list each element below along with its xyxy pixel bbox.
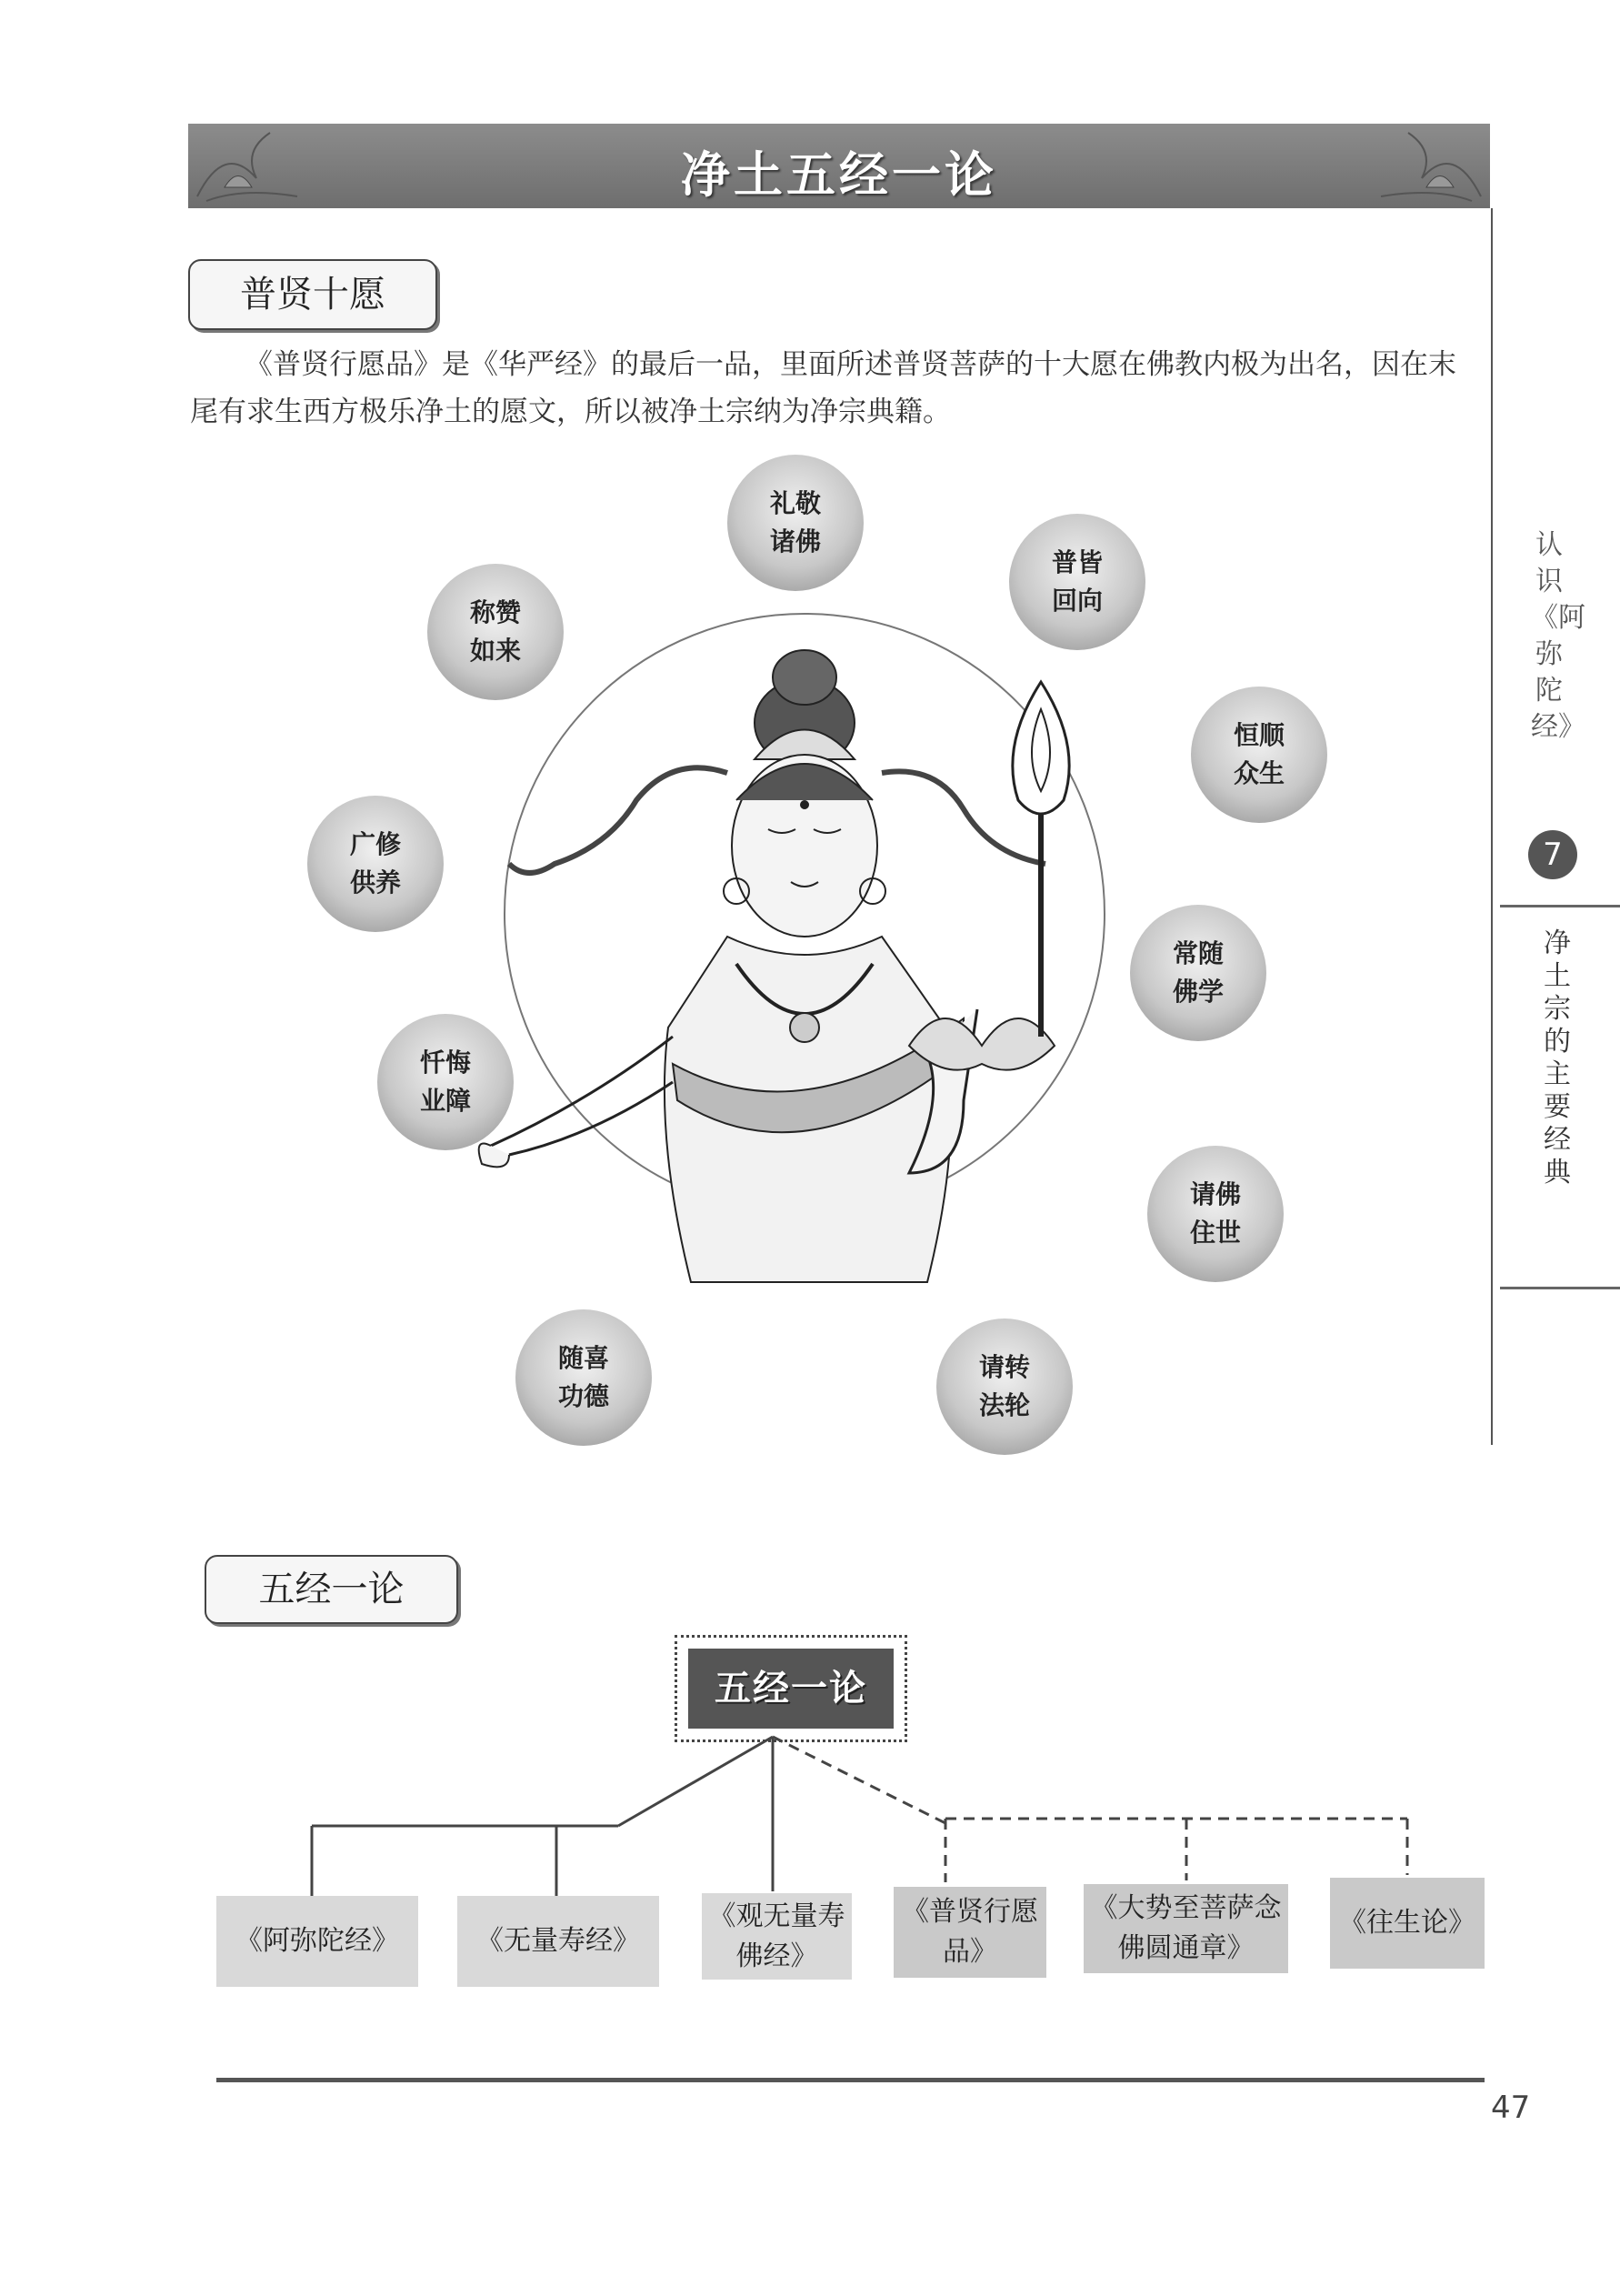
vow-label: 恒顺众生: [1233, 720, 1285, 788]
vow-label: 忏悔业障: [419, 1048, 471, 1116]
chapter-number-badge: 7: [1528, 830, 1577, 879]
page-number: 47: [1491, 2090, 1531, 2126]
section-label-ten-vows: 普贤十愿: [188, 259, 437, 330]
vow-label: 常随佛学: [1172, 938, 1224, 1007]
sidebar-chapter-title: 认识《阿弥陀经》: [1531, 529, 1585, 743]
section-label-five-sutras: 五经一论: [205, 1555, 458, 1624]
sutra-box: 《观无量寿佛经》: [702, 1893, 852, 1980]
tree-root-label: 五经一论: [688, 1649, 894, 1729]
sutra-box: 《无量寿经》: [457, 1896, 659, 1987]
vow-label: 随喜功德: [557, 1343, 609, 1411]
page-title: 净土五经一论: [681, 146, 997, 204]
sidebar-section-title: 净土宗的主要经典: [1544, 927, 1571, 1188]
footer-rule: [216, 2078, 1485, 2082]
vow-label: 请转法轮: [978, 1352, 1030, 1420]
sutra-box: 《大势至菩萨念佛圆通章》: [1084, 1884, 1288, 1973]
vow-label: 普皆回向: [1051, 547, 1103, 616]
vow-label: 称赞如来: [469, 597, 521, 666]
sutra-box: 《普贤行愿品》: [894, 1887, 1046, 1978]
vow-label: 礼敬诸佛: [769, 488, 821, 556]
sutra-box: 《往生论》: [1330, 1878, 1485, 1969]
vow-label: 请佛住世: [1189, 1179, 1241, 1248]
sutra-box: 《阿弥陀经》: [216, 1896, 418, 1987]
paragraph-text: 《普贤行愿品》是《华严经》的最后一品，里面所述普贤菩萨的十大愿在佛教内极为出名，因在末尾有求生西方极乐净土的愿文，所以被净土宗纳为净宗典籍。: [190, 348, 1456, 428]
vow-label: 广修供养: [349, 829, 401, 897]
